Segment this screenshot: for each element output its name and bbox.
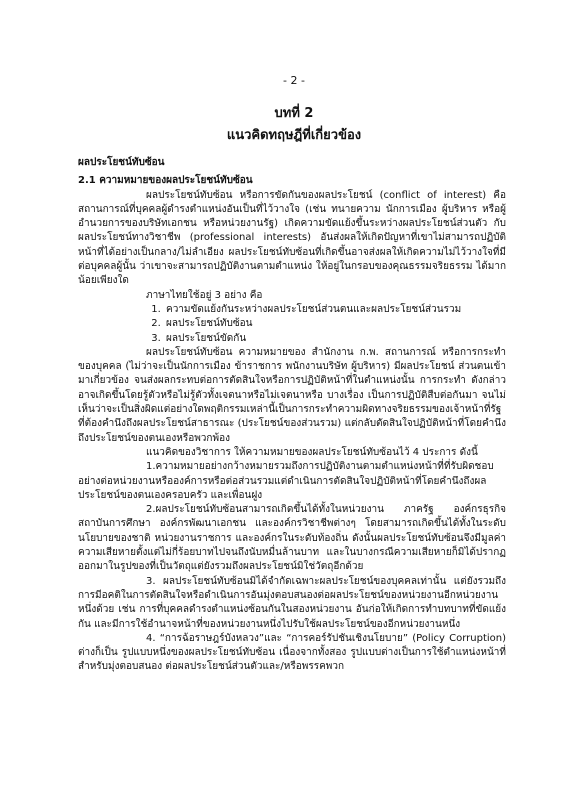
point-3: 3. ผลประโยชน์ทับซ้อนมิได้จำกัดเฉพาะผลประโยชน์ของบุคคลเท่านั้น แต่ยังรวมถึงการมีอคติในการตัดสินใจหรือดำเนินการอันมุ่งตอบสนองต่อผลประโยชน์ของหน่วยงานอีกหน่วยงานหนึ่งด้วย เช่น การที่บุคคลดำรงตำแหน่งซ้อนกันในสองหน่วยงาน อันก่อให้เกิดการทำบทบาทที่ขัดแย้งกัน และมีการใช้อำนาจหน้าที่ของหน่วยงานหนึ่งไปรับใช้ผลประโยชน์ของอีกหน่วยงานหนึ่ง <box>78 575 506 630</box>
paragraph-ocsc-definition: ผลประโยชน์ทับซ้อน ความหมายของ สำนักงาน ก.พ. สถานการณ์ หรือการกระทำของบุคคล (ไม่ว่าจะเป็นนักการเมือง ข้าราชการ พนักงานบริษัท ผู้บริหาร) มีผลประโยชน์ ส่วนตนเข้ามาเกี่ยวข้อง จนส่งผลกระทบต่อการตัดสินใจหรือการปฏิบัติหน้าที่ในตำแหน่งนั้น การกระทำ ดังกล่าวอาจเกิดขึ้นโดยรู้ตัวหรือไม่รู้ตัวทั้งเจตนาหรือไม่เจตนาหรือ บางเรื่อง เป็นการปฏิบัติสืบต่อกันมา จนไม่เห็นว่าจะเป็นสิ่งผิดแต่อย่างใดพฤติกรรมเหล่านี้เป็นการกระทำความผิดทางจริยธรรมของเจ้าหน้าที่รัฐที่ต้องคำนึงถึงผลประโยชน์สาธารณะ (ประโยชน์ของส่วนรวม) แต่กลับตัดสินใจปฏิบัติหน้าที่โดยคำนึงถึงประโยชน์ของตนเองหรือพวกพ้อง <box>78 346 506 444</box>
list-item: 1. ความขัดแย้งกันระหว่างผลประโยชน์ส่วนตนและผลประโยชน์ส่วนรวม <box>164 303 506 317</box>
chapter-heading: บทที่ 2 <box>274 106 314 121</box>
paragraph-definition: ผลประโยชน์ทับซ้อน หรือการขัดกันของผลประโยชน์ (conflict of interest) คือ สถานการณ์ที่บุคคลผู้ดำรงตำแหน่งอันเป็นที่ไว้วางใจ (เช่น ทนายความ นักการเมือง ผู้บริหาร หรือผู้อำนวยการของบริษัทเอกชน หรือหน่วยงานรัฐ) เกิดความขัดแย้งขึ้นระหว่างผลประโยชน์ส่วนตัว กับผลประโยชน์ทางวิชาชีพ (professional interests) อันส่งผลให้เกิดปัญหาที่เขาไม่สามารถปฏิบัติหน้าที่ได้อย่างเป็นกลาง/ไม่ลำเอียง ผลประโยชน์ทับซ้อนที่เกิดขึ้นอาจส่งผลให้เกิดความไม่ไว้วางใจที่มีต่อบุคคลผู้นั้น ว่าเขาจะสามารถปฏิบัติงานตามตำแหน่ง ให้อยู่ในกรอบของคุณธรรมจริยธรรม ได้มากน้อยเพียงใด <box>78 189 506 287</box>
point-1: 1.ความหมายอย่างกว้างหมายรวมถึงการปฏิบัติงานตามตำแหน่งหน้าที่ที่รับผิดชอบอย่างต่อหน่วยงานหรือองค์การหรือต่อส่วนรวมแต่ดำเนินการตัดสินใจปฏิบัติหน้าที่โดยคำนึงถึงผลประโยชน์ของตนเองครอบครัว และเพื่อนฝูง <box>78 461 494 501</box>
section-heading: ผลประโยชน์ทับซ้อน <box>78 157 165 168</box>
paragraph-academic-concept: แนวคิดของวิชาการ ให้ความหมายของผลประโยชน์ทับซ้อนไว้ 4 ประการ ดังนี้ <box>146 446 478 458</box>
point-2: 2.ผลประโยชน์ทับซ้อนสามารถเกิดขึ้นได้ทั้งในหน่วยงาน ภาครัฐ องค์กรธุรกิจ สถาบันการศึกษา องค์กรพัฒนาเอกชน และองค์กรวิชาชีพต่างๆ โดยสามารถเกิดขึ้นได้ทั้งในระดับนโยบายของชาติ หน่วยงานราชการ และองค์กรในระดับท้องถิ่น ดังนั้นผลประโยชน์ทับซ้อนจึงมีมูลค่าความเสียหายตั้งแต่ไม่กี่ร้อยบาทไปจนถึงนับหมื่นล้านบาท และในบางกรณีความเสียหายก็มิได้ปรากฏออกมาในรูปของที่เป็นวัตถุแต่ยังรวมถึงผลประโยชน์มิใช่วัตถุอีกด้วย <box>78 504 506 573</box>
subsection-heading: 2.1 ความหมายของผลประโยชน์ทับซ้อน <box>78 175 253 187</box>
list-item: 3. ผลประโยชน์ขัดกัน <box>164 332 506 346</box>
list-item: 2. ผลประโยชน์ทับซ้อน <box>164 317 506 331</box>
thai-terms-list <box>78 303 506 346</box>
chapter-title: แนวคิดทฤษฎีที่เกี่ยวข้อง <box>226 128 362 143</box>
thai-terms-intro: ภาษาไทยใช้อยู่ 3 อย่าง คือ <box>146 289 263 301</box>
page-number: - 2 - <box>283 74 305 87</box>
body-content <box>78 156 506 675</box>
point-4: 4. “การฉ้อราษฎร์บังหลวง”และ “การคอร์รัปชันเชิงนโยบาย” (Policy Corruption) ต่างก็เป็น รูปแบบหนึ่งของผลประโยชน์ทับซ้อน เนื่องจากทั้งสอง รูปแบบต่างเป็นการใช้ตำแหน่งหน้าที่สำหรับมุ่งตอบสนอง ต่อผลประโยชน์ส่วนตัวและ/หรือพรรคพวก <box>78 632 506 673</box>
